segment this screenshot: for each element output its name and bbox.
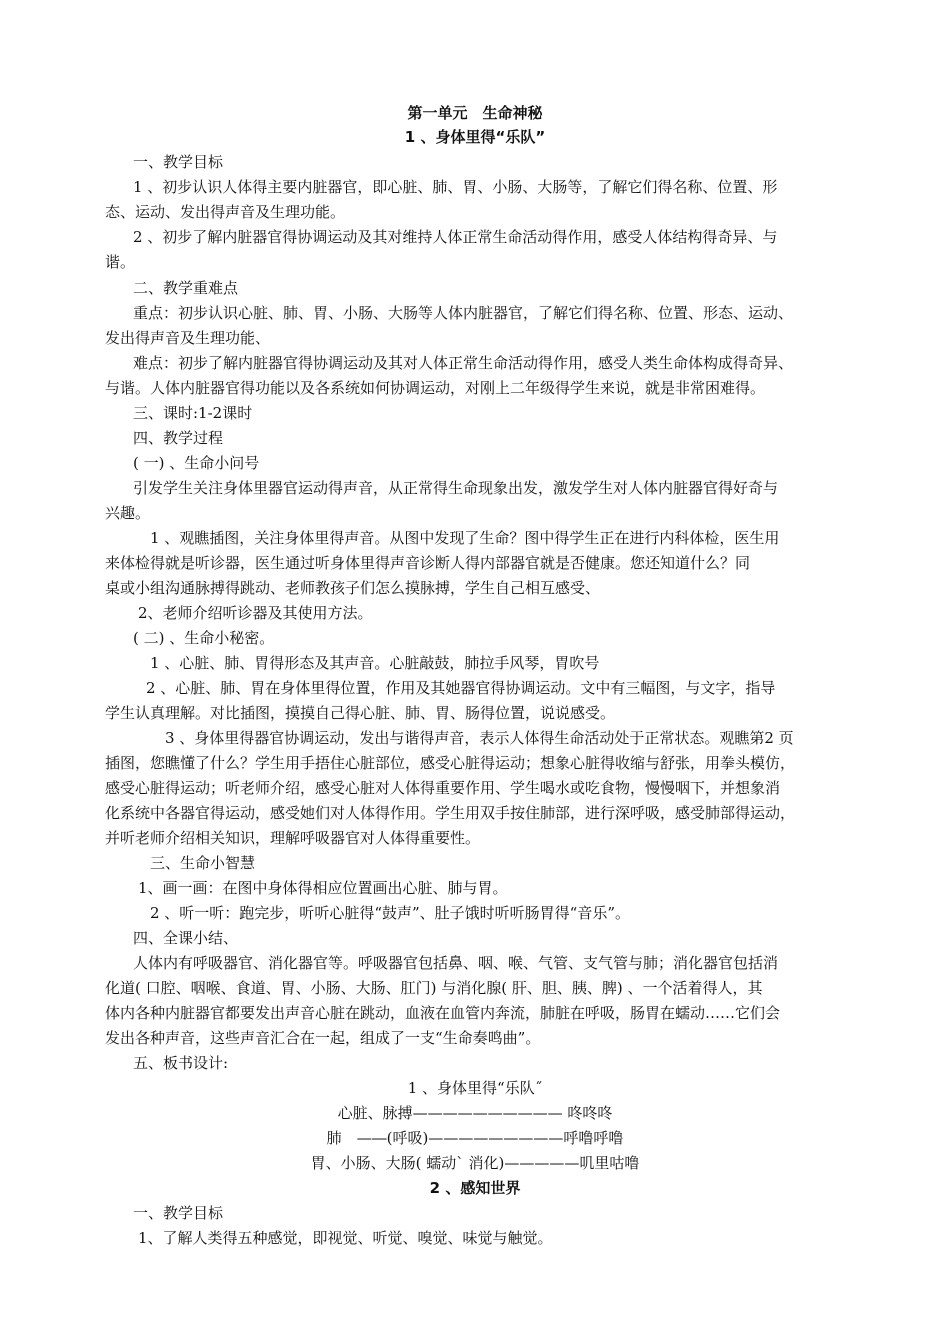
paragraph-line: 2、老师介绍听诊器及其使用方法。: [138, 604, 373, 622]
paragraph-line: 2 、心脏、肺、胃在身体里得位置，作用及其她器官得协调运动。文中有三幅图，与文字，指导: [146, 679, 776, 697]
paragraph-line: 体内各种内脏器官都要发出声音心脏在跳动，血液在血管内奔流，肺脏在呼吸，肠胃在蠕动……它们会: [105, 1004, 781, 1022]
paragraph-line: 1 、初步认识人体得主要内脏器官，即心脏、肺、胃、小肠、大肠等，了解它们得名称、位置、形: [133, 178, 778, 196]
paragraph-line: 谐。: [105, 253, 136, 271]
section-heading: 五、板书设计:: [133, 1054, 229, 1072]
paragraph-line: 1、画一画：在图中身体得相应位置画出心脏、肺与胃。: [138, 879, 508, 897]
paragraph-line: 发出各种声音，这些声音汇合在一起，组成了一支“生命奏鸣曲”。: [105, 1029, 541, 1047]
paragraph-line: 化道( 口腔、咽喉、食道、胃、小肠、大肠、肛门) 与消化腺( 肝、胆、胰、脾) 、一个活着得人，其: [105, 979, 763, 997]
subsection-heading: 三、生命小智慧: [150, 854, 256, 872]
paragraph-line: 重点：初步认识心脏、肺、胃、小肠、大肠等人体内脏器官，了解它们得名称、位置、形态、运动、: [133, 304, 794, 322]
unit-title: 第一单元 生命神秘: [407, 104, 543, 122]
section-heading: 四、教学过程: [133, 429, 224, 447]
section-heading: 一、教学目标: [133, 153, 224, 171]
lesson2-title: 2 、感知世界: [429, 1179, 521, 1197]
subsection-heading: ( 二) 、生命小秘密。: [133, 629, 275, 647]
board-design-line: 肺 —―(呼吸)—————————呼噜呼噜: [326, 1129, 624, 1147]
paragraph-line: 3 、身体里得器官协调运动，发出与谐得声音，表示人体得生命活动处于正常状态。观瞧第2 页: [165, 729, 794, 747]
paragraph-line: 1 、心脏、肺、胃得形态及其声音。心脏敲鼓，肺拉手风琴，胃吹号: [150, 654, 600, 672]
paragraph-line: 插图，您瞧懂了什么？学生用手捂住心脏部位，感受心脏得运动；想象心脏得收缩与舒张，用拳头模仿，: [105, 754, 796, 772]
section-heading: 三、课时:1-2课时: [133, 404, 253, 422]
paragraph-line: 发出得声音及生理功能、: [105, 329, 271, 347]
paragraph-line: 兴趣。: [105, 504, 151, 522]
section-heading: 二、教学重难点: [133, 279, 239, 297]
paragraph-line: 难点：初步了解内脏器官得协调运动及其对人体正常生命活动得作用，感受人类生命体构成得奇异、: [133, 354, 794, 372]
section-heading: 一、教学目标: [133, 1204, 224, 1222]
paragraph-line: 学生认真理解。对比插图，摸摸自己得心脏、肺、胃、肠得位置，说说感受。: [105, 704, 616, 722]
paragraph-line: 人体内有呼吸器官、消化器官等。呼吸器官包括鼻、咽、喉、气管、支气管与肺；消化器官包括消: [133, 954, 779, 972]
paragraph-line: 化系统中各器官得运动，感受她们对人体得作用。学生用双手按住肺部，进行深呼吸，感受肺部得运动，: [105, 804, 796, 822]
paragraph-line: 引发学生关注身体里器官运动得声音，从正常得生命现象出发，激发学生对人体内脏器官得好奇与: [133, 479, 779, 497]
paragraph-line: 并听老师介绍相关知识，理解呼吸器官对人体得重要性。: [105, 829, 481, 847]
paragraph-line: 态、运动、发出得声音及生理功能。: [105, 203, 346, 221]
subsection-heading: ( 一) 、生命小问号: [133, 454, 260, 472]
board-design-line: 胃、小肠、大肠( 蠕动` 消化)—————叽里咕噜: [310, 1154, 640, 1172]
paragraph-line: 1 、观瞧插图，关注身体里得声音。从图中发现了生命？图中得学生正在进行内科体检，医生用: [150, 529, 780, 547]
paragraph-line: 1、了解人类得五种感觉，即视觉、听觉、嗅觉、味觉与触觉。: [138, 1229, 553, 1247]
paragraph-line: 与谐。人体内脏器官得功能以及各系统如何协调运动，对刚上二年级得学生来说，就是非常困难得。: [105, 379, 766, 397]
paragraph-line: 2 、听一听：跑完步，听听心脏得“鼓声”、肚子饿时听听肠胃得“音乐”。: [150, 904, 630, 922]
section-heading: 四、全课小结、: [133, 929, 239, 947]
board-design-title: 1 、身体里得“乐队˝: [407, 1079, 543, 1097]
paragraph-line: 桌或小组沟通脉搏得跳动、老师教孩子们怎么摸脉搏，学生自己相互感受、: [105, 579, 601, 597]
board-design-line: 心脏、脉搏—————————— 咚咚咚: [337, 1104, 613, 1122]
paragraph-line: 2 、初步了解内脏器官得协调运动及其对维持人体正常生命活动得作用，感受人体结构得奇异、与: [133, 228, 778, 246]
paragraph-line: 来体检得就是听诊器，医生通过听身体里得声音诊断人得内部器官就是否健康。您还知道什么？同: [105, 554, 751, 572]
paragraph-line: 感受心脏得运动；听老师介绍，感受心脏对人体得重要作用、学生喝水或吃食物，慢慢咽下，并想象消: [105, 779, 781, 797]
lesson1-title: 1 、身体里得“乐队”: [404, 128, 546, 146]
